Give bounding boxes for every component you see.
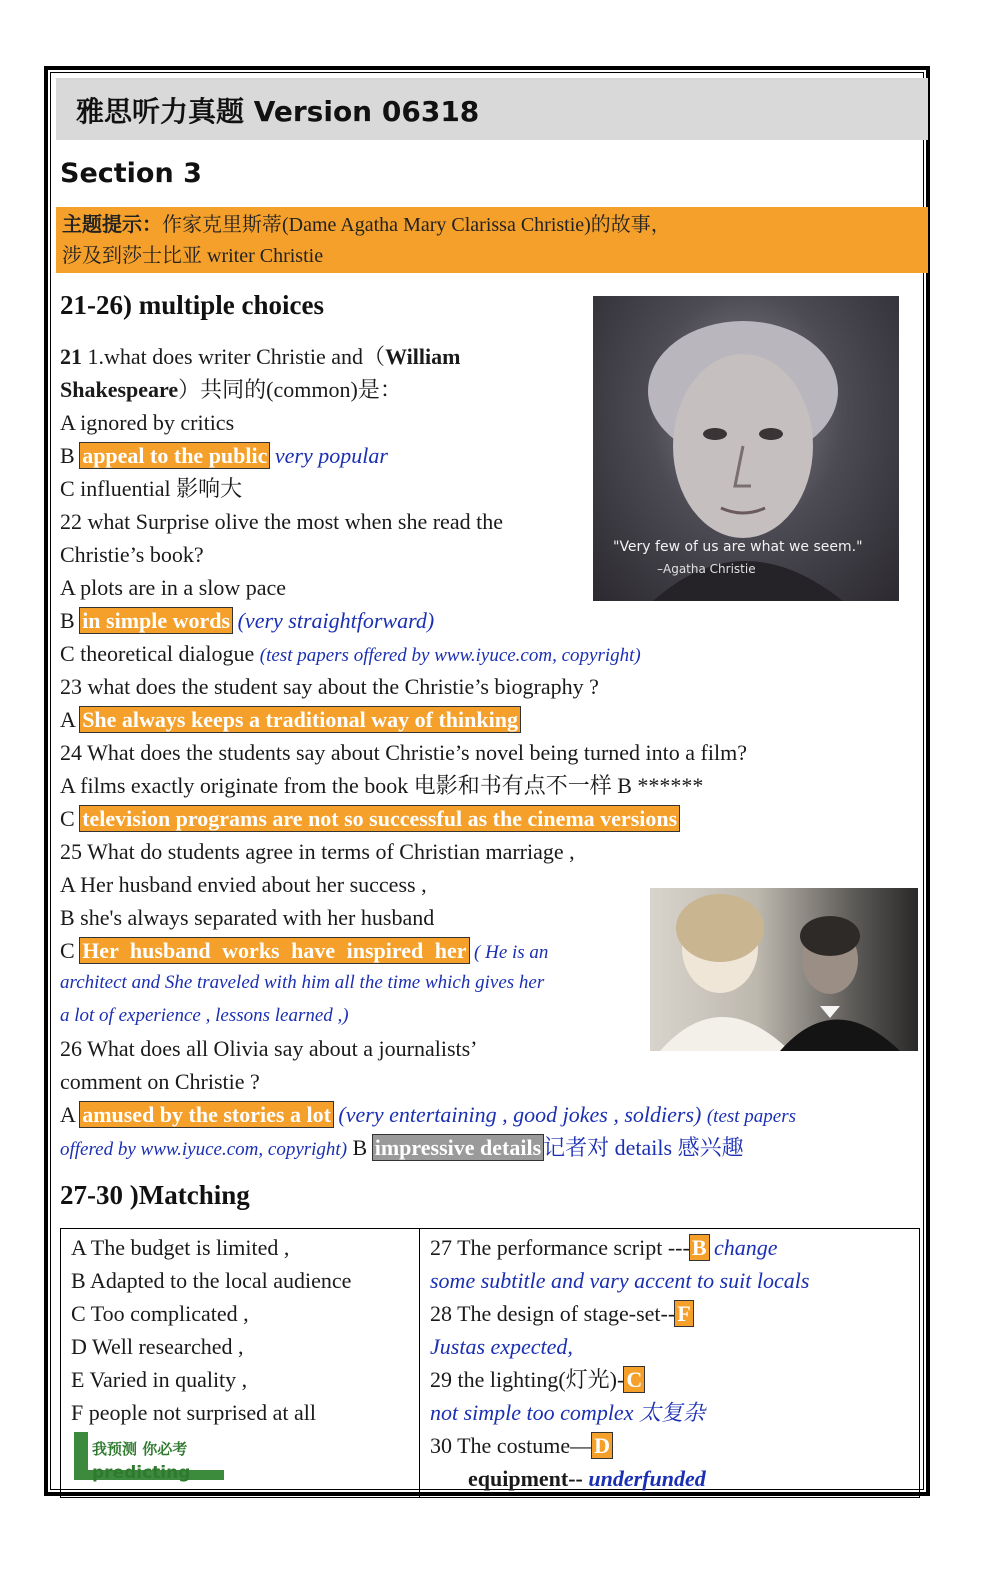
q29-line: [430, 1363, 909, 1396]
q26-answer: amused by the stories a lot: [82, 1102, 331, 1127]
option-prefix: A: [60, 1102, 81, 1127]
q21-option-a: A ignored by critics: [60, 410, 235, 435]
option-prefix: B: [60, 608, 81, 633]
topic-banner: [56, 207, 928, 273]
q21-answer: appeal to the public: [82, 443, 268, 468]
logo-graphic: [72, 1430, 232, 1484]
q21-bold-name: William: [385, 344, 461, 369]
topic-label: 主题提示：: [62, 212, 162, 236]
q24-line1: 24 What does the students say about Christie’s novel being turned into a film?: [60, 740, 747, 765]
q28-answer: F: [677, 1301, 691, 1326]
film-still-illustration: [650, 888, 918, 1051]
q25-option-a: A Her husband envied about her success ,: [60, 872, 427, 897]
agatha-christie-portrait: [593, 296, 899, 601]
q21-number: 21: [60, 344, 82, 369]
option-c: C Too complicated ,: [71, 1301, 249, 1326]
option-d: D Well researched ,: [71, 1334, 244, 1359]
q21-option-c: C influential 影响大: [60, 476, 243, 501]
q24-option-a: A films exactly originate from the book 电影和书有点不一样 B ******: [60, 773, 704, 798]
option-e: E Varied in quality ,: [71, 1367, 248, 1392]
q26-option-b-answer: impressive details: [374, 1135, 542, 1160]
portrait-quote: "Very few of us are what we seem.": [613, 539, 863, 555]
q22-line2: Christie’s book?: [60, 542, 204, 567]
option-prefix: B: [347, 1135, 373, 1160]
q25-note3: a lot of experience , lessons learned ,): [60, 1005, 349, 1026]
q23-option-a: [60, 703, 520, 736]
q25-answer: Her husband works have inspired her: [82, 938, 467, 963]
q26-line1: 26 What does all Olivia say about a journalists’: [60, 1036, 478, 1061]
q26-note: (very entertaining , good jokes , soldiers): [338, 1102, 702, 1127]
q29-text: 29 the lighting(灯光)-: [430, 1367, 625, 1392]
q28-line: [430, 1297, 909, 1330]
q27-line: [430, 1231, 909, 1264]
topic-line1: 作家克里斯蒂(Dame Agatha Mary Clarissa Christie)的故事，: [162, 214, 671, 236]
q25-line1: 25 What do students agree in terms of Christian marriage ,: [60, 839, 575, 864]
q26-option-b-line: [60, 1131, 744, 1166]
q22-copyright-note: (test papers offered by www.iyuce.com, copyright): [259, 645, 641, 666]
q21-text: 1.what does writer Christie and（: [82, 344, 386, 369]
q21-bold-name2: Shakespeare: [60, 377, 179, 402]
predicting-logo: [72, 1430, 232, 1484]
q21-line2-rest: ）共同的(common)是：: [178, 377, 402, 402]
option-a: A The budget is limited ,: [71, 1235, 290, 1260]
q25-option-b: B she's always separated with her husband: [60, 905, 435, 930]
option-prefix: A: [60, 707, 81, 732]
film-still-photo: [650, 888, 918, 1051]
option-f: F people not surprised at all: [71, 1400, 317, 1425]
q26-option-b-note: 记者对 details 感兴趣: [543, 1135, 744, 1160]
part1-heading: 21-26) multiple choices: [60, 290, 324, 320]
q21-line2: [60, 373, 402, 406]
q27-note2: some subtitle and vary accent to suit locals: [430, 1268, 810, 1293]
questions-column: [420, 1229, 920, 1498]
q22-option-c-text: C theoretical dialogue: [60, 641, 260, 666]
q29-answer: C: [626, 1367, 643, 1392]
portrait-illustration: [593, 296, 899, 601]
q27-answer: B: [691, 1235, 707, 1260]
q22-note: (very straightforward): [237, 608, 435, 633]
q30-note-line: [430, 1462, 909, 1495]
q23-line1: 23 what does the student say about the Christie’s biography ?: [60, 674, 599, 699]
q26-line2: comment on Christie ?: [60, 1069, 260, 1094]
q28-note: Justas expected,: [430, 1334, 573, 1359]
q24-answer: television programs are not so successful as the cinema versions: [82, 806, 678, 831]
q25-note1: ( He is an: [474, 942, 549, 963]
portrait-quote-author: –Agatha Christie: [657, 562, 756, 576]
q25-option-c: [60, 934, 548, 969]
q26-copyright-b: offered by www.iyuce.com, copyright): [60, 1139, 348, 1160]
q21-note: very popular: [274, 443, 388, 468]
q28-text: 28 The design of stage-set--: [430, 1301, 676, 1326]
q24-option-c: [60, 802, 679, 835]
q25-note2: architect and She traveled with him all the time which gives her: [60, 972, 545, 993]
q22-option-a: A plots are in a slow pace: [60, 575, 287, 600]
option-prefix: C: [60, 938, 81, 963]
q21-option-b: [60, 439, 388, 472]
q27-note1: change: [714, 1235, 778, 1260]
q30-note: underfunded: [588, 1466, 706, 1491]
title-bar: [56, 78, 928, 140]
q22-option-b: [60, 604, 434, 637]
logo-cn: 我预测 你必考: [92, 1440, 188, 1458]
logo-en: predicting: [92, 1463, 191, 1483]
option-prefix: B: [60, 443, 81, 468]
q22-answer: in simple words: [82, 608, 231, 633]
q30-note-bold: equipment--: [468, 1466, 583, 1491]
q27-text: 27 The performance script ---: [430, 1235, 690, 1260]
page-title: 雅思听力真题 Version 06318: [76, 95, 480, 128]
q26-option-a: [60, 1098, 796, 1133]
q30-line: [430, 1429, 909, 1462]
q30-text: 30 The costume—: [430, 1433, 593, 1458]
q22-option-c: [60, 637, 641, 672]
section-title: Section 3: [60, 158, 202, 189]
q22-line1: 22 what Surprise olive the most when she read the: [60, 509, 503, 534]
q26-copyright-a: (test papers: [706, 1106, 797, 1127]
option-b: B Adapted to the local audience: [71, 1268, 352, 1293]
topic-line2: 涉及到莎士比亚 writer Christie: [62, 245, 324, 267]
q21-line1: [60, 340, 460, 373]
part2-heading: 27-30 )Matching: [60, 1180, 250, 1210]
option-prefix: C: [60, 806, 81, 831]
q30-answer: D: [594, 1433, 611, 1458]
q29-note: not simple too complex 太复杂: [430, 1400, 705, 1425]
q23-answer: She always keeps a traditional way of thinking: [82, 707, 518, 732]
